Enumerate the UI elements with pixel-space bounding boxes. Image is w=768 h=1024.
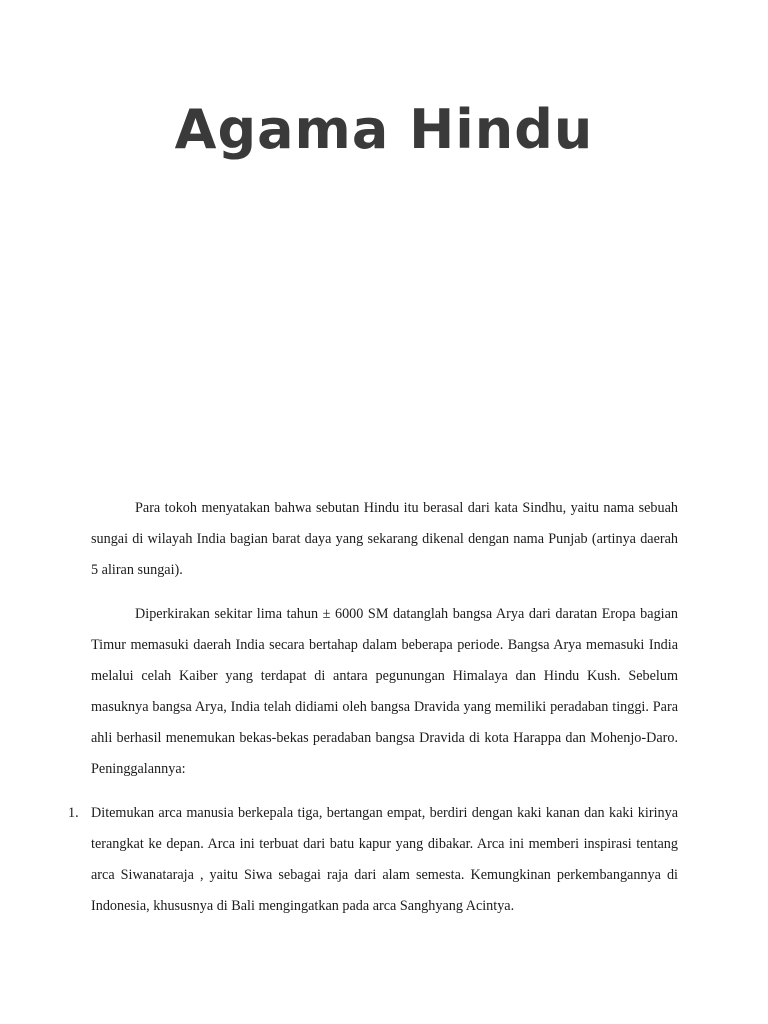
- list-item: [68, 798, 678, 922]
- list-item-text: Ditemukan arca manusia berkepala tiga, bertangan empat, berdiri dengan kaki kanan dan kaki kirinya terangkat ke depan. Arca ini terbuat dari batu kapur yang dibakar. Arca ini memberi inspirasi tentang arca Siwanataraja , yaitu Siwa sebagai raja dari alam semesta. Kemungkinan perkembangannya di Indonesia, khususnya di Bali mengingatkan pada arca Sanghyang Acintya.: [91, 805, 678, 914]
- paragraph-arya: Diperkirakan sekitar lima tahun ± 6000 SM datanglah bangsa Arya dari daratan Eropa bagian Timur memasuki daerah India secara bertahap dalam beberapa periode. Bangsa Arya memasuki India melalui celah Kaiber yang terdapat di antara pegunungan Himalaya dan Hindu Kush. Sebelum masuknya bangsa Arya, India telah didiami oleh bangsa Dravida yang memiliki peradaban tinggi. Para ahli berhasil menemukan bekas-bekas peradaban bangsa Dravida di kota Harappa dan Mohenjo-Daro. Peninggalannya:: [91, 606, 678, 777]
- document-body: [68, 493, 678, 922]
- paragraph-origin: Para tokoh menyatakan bahwa sebutan Hindu itu berasal dari kata Sindhu, yaitu nama sebuah sungai di wilayah India bagian barat daya yang sekarang dikenal dengan nama Punjab (artinya daerah 5 aliran sungai).: [91, 500, 678, 578]
- document-title: Agama Hindu: [174, 98, 594, 161]
- list-item-number: 1.: [68, 805, 79, 821]
- relics-list: [68, 798, 678, 922]
